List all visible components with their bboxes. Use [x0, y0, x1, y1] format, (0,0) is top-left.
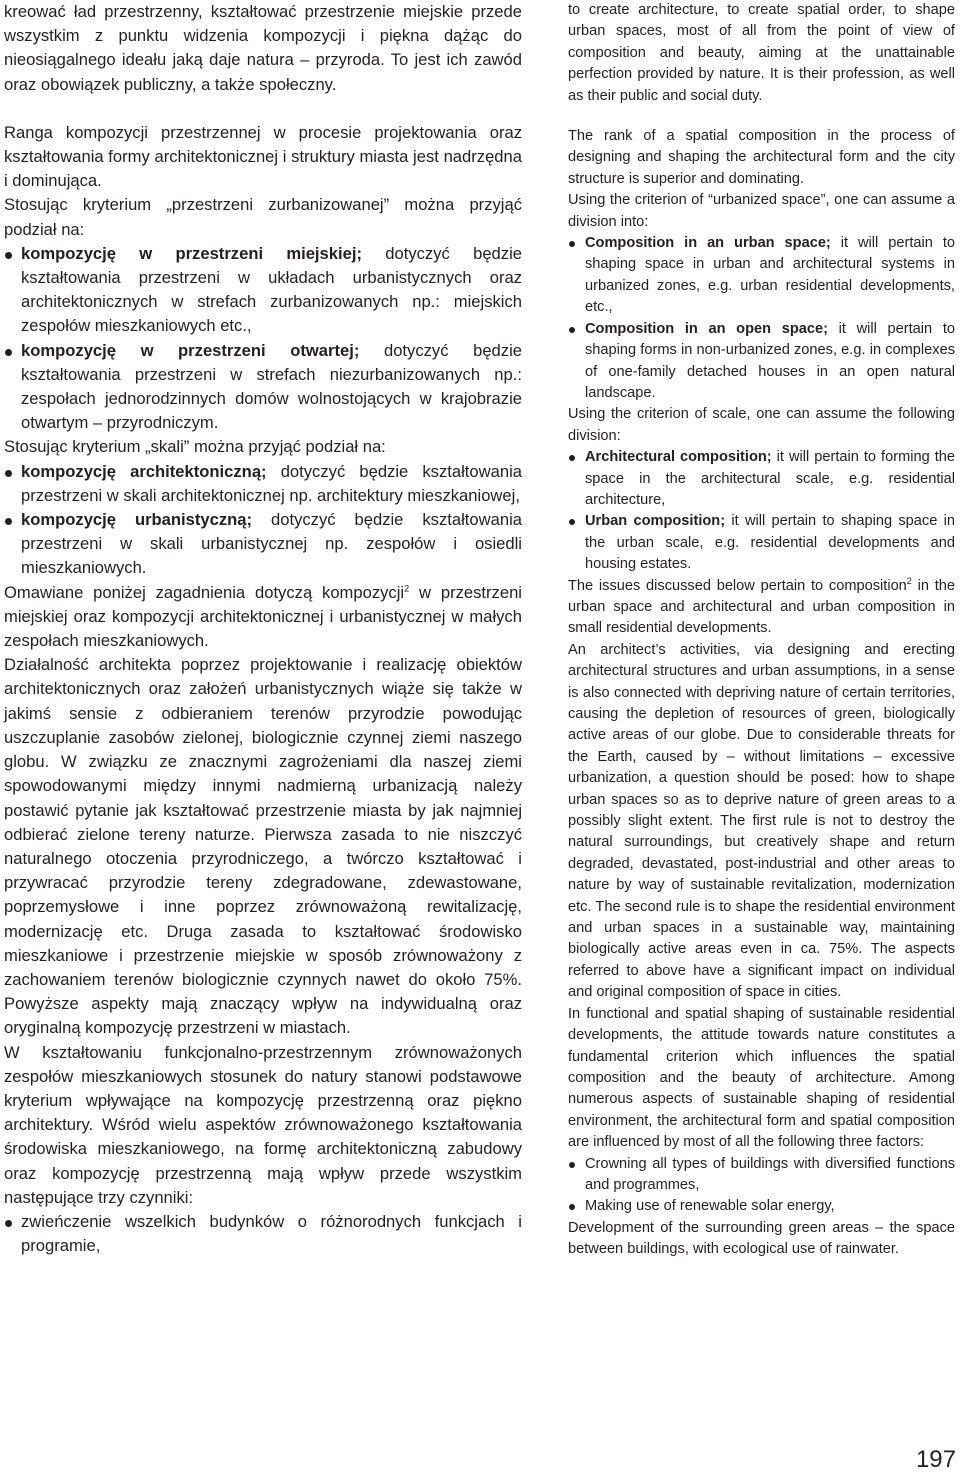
en-bullet-architectural: [568, 447, 955, 511]
polish-column: [4, 0, 522, 1258]
en-intro-paragraph: to create architecture, to create spatial order, to shape urban spaces, most of all from the point of view of composition and beauty, aiming at the unattainable perfection provided by nature. It is their profession, as well as their public and social duty.: [568, 2, 955, 104]
pl-bullet-crowning: zwieńczenie wszelkich budynków o różnorodnych funkcjach i programie,: [4, 1210, 522, 1258]
page-number: 197: [915, 1446, 956, 1473]
en-bullet-open-space: [568, 319, 955, 405]
en-bullet-urban-space: [568, 233, 955, 319]
bullet-text: dotyczyć będzie kształtowania przestrzeni w skali urbanistycznej np. zespołów i osiedli mieszkaniowych.: [21, 510, 522, 578]
en-bullet-crowning: Crowning all types of buildings with diversified functions and programmes,: [568, 1154, 955, 1197]
pl-criterion-scale-paragraph: Stosując kryterium „skali” można przyjąć podział na:: [4, 437, 386, 457]
en-criterion-urbanized-paragraph: Using the criterion of “urbanized space”, one can assume a division into:: [568, 192, 955, 230]
pl-bullet-urban-space: [4, 242, 522, 339]
bullet-text: it will pertain to shaping space in urban and architectural systems in urbanized zones, e.g. urban residential developments, etc.,: [585, 235, 955, 316]
bullet-term: kompozycję architektoniczną;: [21, 461, 267, 481]
pl-rank-paragraph: Ranga kompozycji przestrzennej w procesie projektowania oraz kształtowania formy architektonicznej i struktury miasta jest nadrzędna i dominująca.: [4, 122, 522, 191]
issues-text: Omawiane poniżej zagadnienia dotyczą kompozycji: [4, 582, 405, 602]
bullet-text: dotyczyć będzie kształtowania przestrzeni w układach urbanistycznych oraz architektonicznych w strefach zurbanizowanych np.: miejskich zespołów mieszkaniowych etc.,: [21, 243, 522, 336]
bullet-text: dotyczyć będzie kształtowania przestrzeni w skali architektonicznej np. architektury mieszkaniowej,: [21, 461, 522, 505]
pl-bullet-architectural: [4, 460, 522, 508]
en-criterion-scale-paragraph: Using the criterion of scale, one can assume the following division:: [568, 406, 955, 444]
pl-bullet-open-space: [4, 339, 522, 436]
en-bullet-urban: [568, 511, 955, 575]
bullet-term: Composition in an urban space;: [585, 235, 831, 252]
en-activity-paragraph: An architect’s activities, via designing and erecting architectural structures and urban assumptions, in a sense is also connected with depriving nature of certain territories, causing the depletion of resources of green, biologically active areas of our globe. Due to considerable threats for the Earth, caused by – without limitations – excessive urbanization, a question should be posed: how to shape urban spaces so as to deprive nature of green areas to a possibly slight extent. The first rule is not to destroy the natural surroundings, but creatively shape and return degraded, devastated, post-industrial and other areas to nature by way of sustainable revitalization, modernization etc. The second rule is to shape the residential environment and urban spaces in a sustainable way, maintaining biologically active areas even in ca. 75%. The aspects referred to above have a significant impact on individual and original composition of space in cities.: [568, 641, 955, 1001]
issues-text: The issues discussed below pertain to composition: [568, 577, 907, 594]
bullet-term: Composition in an open space;: [585, 320, 828, 337]
pl-activity-paragraph: Działalność architekta poprzez projektowanie i realizację obiektów architektonicznych oraz założeń urbanistycznych wiąże się także w jakimś sensie z odbieraniem terenów przyrodzie powodując uszczuplanie zasobów zielonej, biologicznie czynnej ziemi naszego globu. W związku ze znacznymi zagrożeniami dla naszej ziemi spowodowanymi między innymi nadmierną urbanizacją należy postawić pytanie jak kształtować przestrzenie miasta by jak najmniej odbierać zielone tereny naturze. Pierwsza zasada to nie niszczyć naturalnego otoczenia przyrodniczego, a twórczo kształtować i przywracać przyrodzie tereny zdegradowane, zdewastowane, poprzemysłowe i inne poprzez zrównoważoną rewitalizację, modernizację etc. Druga zasada to kształtować środowisko mieszkaniowe i przestrzenie miejskie w sposób zrównoważony z zachowaniem terenów biologicznie czynnych nawet do około 75%. Powyższe aspekty mają znaczący wpływ na indywidualną oraz oryginalną kompozycję przestrzeni w miastach.: [4, 655, 522, 1038]
pl-shaping-paragraph: W kształtowaniu funkcjonalno-przestrzennym zrównoważonych zespołów mieszkaniowych stosunek do natury stanowi podstawowe kryterium wpływające na kompozycję przestrzenną oraz piękno architektury. Wśród wielu aspektów zrównoważonego kształtowania środowiska mieszkaniowego, na formę architektoniczną zabudowy oraz kompozycję przestrzenną mają wpływ przede wszystkim następujące trzy czynniki:: [4, 1042, 522, 1207]
en-last-paragraph: Development of the surrounding green areas – the space between buildings, with ecological use of rainwater.: [568, 1219, 955, 1258]
bullet-term: Urban composition;: [585, 513, 726, 530]
bullet-text: it will pertain to forming the space in the architectural scale, e.g. residential architecture,: [585, 449, 955, 508]
bullet-term: Architectural composition;: [585, 449, 772, 466]
bullet-text: it will pertain to shaping forms in non-urbanized zones, e.g. in complexes of one-family detached houses in an open natural landscape.: [585, 320, 955, 401]
pl-bullet-urban: [4, 508, 522, 581]
bullet-term: kompozycję urbanistyczną;: [21, 510, 253, 530]
footnote-marker: 2: [404, 583, 410, 594]
bullet-text: dotyczyć będzie kształtowania przestrzeni w strefach niezurbanizowanych np.: zespołach jednorodzinnych domów wolnostojących w krajobrazie otwartym – przyrodniczym.: [21, 340, 522, 433]
paragraph-gap: [568, 107, 955, 126]
bullet-term: kompozycję w przestrzeni otwartej;: [21, 340, 360, 360]
issues-text: w przestrzeni miejskiej oraz kompozycji architektonicznej i urbanistycznej w małych zespołach mieszkaniowych.: [4, 582, 522, 651]
footnote-marker: 2: [906, 575, 912, 586]
en-issues-paragraph: [568, 576, 955, 640]
english-column: [568, 0, 955, 1261]
pl-intro-paragraph: kreować ład przestrzenny, kształtować przestrzenie miejskie przede wszystkim z punktu widzenia kompozycji i piękna dążąc do nieosiągalnego ideału jaką daje natura – przyroda. To jest ich zawód oraz obowiązek publiczny, a także społeczny.: [4, 2, 522, 94]
en-bullet-solar: Making use of renewable solar energy,: [568, 1196, 955, 1217]
pl-criterion-urbanized-paragraph: Stosując kryterium „przestrzeni zurbanizowanej” można przyjąć podział na:: [4, 195, 522, 239]
en-shaping-paragraph: In functional and spatial shaping of sustainable residential developments, the attitude towards nature constitutes a fundamental criterion which influences the spatial composition and the beauty of architecture. Among numerous aspects of sustainable shaping of residential environment, the architectural form and spatial composition are influenced by most of all the following three factors:: [568, 1005, 955, 1151]
pl-issues-paragraph: [4, 581, 522, 654]
en-rank-paragraph: The rank of a spatial composition in the process of designing and shaping the architectural form and the city structure is superior and dominating.: [568, 128, 955, 187]
bullet-term: kompozycję w przestrzeni miejskiej;: [21, 243, 362, 263]
paragraph-gap: [4, 97, 522, 121]
issues-text: in the urban space and architectural and urban composition in small residential developments.: [568, 577, 955, 637]
bullet-text: it will pertain to shaping space in the urban scale, e.g. residential developments and housing estates.: [585, 513, 955, 573]
